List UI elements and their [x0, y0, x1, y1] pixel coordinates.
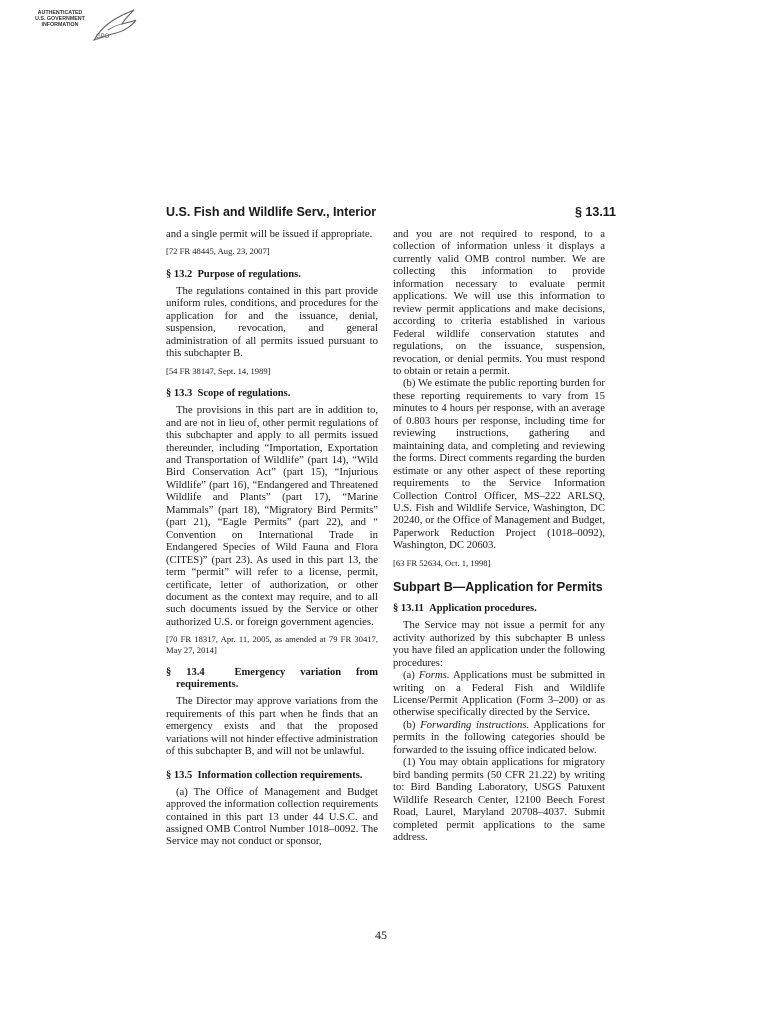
logo-line-2: U.S. GOVERNMENT [35, 16, 85, 22]
paragraph: The Service may not issue a permit for any activity authorized by this subchapter B unless you have filed an application under the following procedures: [393, 619, 605, 669]
gpo-mark: GPO [96, 34, 110, 40]
section-number: § 13.3 [166, 388, 193, 400]
citation: [63 FR 52634, Oct. 1, 1998] [393, 557, 491, 568]
section-number: § 13.4 [166, 667, 205, 679]
section-title: Scope of regulations. [197, 388, 291, 400]
section-heading [166, 269, 378, 281]
paragraph: and a single permit will be issued if appropriate. [166, 228, 373, 240]
section-number: § 13.2 [166, 268, 193, 280]
paragraph-a [393, 669, 605, 719]
running-header [166, 205, 616, 221]
section-title: Purpose of regulations. [197, 268, 301, 280]
section-heading [166, 667, 378, 691]
logo-line-3: INFORMATION [41, 22, 79, 28]
paragraph: and you are not required to respond, to a collection of information unless it displays a currently valid OMB control number. We are collecting this information to provide information necessary to evaluate permit applications. We will use this information to review permit applications and make decisions, according to criteria established in various Federal wildlife conservation statutes and regulations, on the issuance, suspension, revocation, or denial permits. You must respond to obtain or retain a permit. [393, 228, 605, 377]
section-title: Emergency variation from requirements. [176, 667, 378, 691]
paragraph: The provisions in this part are in addition to, and are not in lieu of, other permit regulations of this subchapter and apply to all permits issued thereunder, including “Importation, Exportation and Transportation of Wildlife” (part 14), “Wild Bird Conservation Act” (part 15), “Injurious Wildlife” (part 16), “Endangered and Threatened Wildlife and Plants” (part 17), “Marine Mammals” (part 18), “Migratory Bird Permits” (part 21), “Eagle Permits” (part 22), and “ Convention on International Trade in Endangered Species of Wild Fauna and Flora (CITES)” (part 23). As used in this part 13, the term “permit” will refer to a license, permit, certificate, letter of authorization, or other document as the context may require, and to all such documents issued by the Service or other authorized U.S. or foreign government agencies. [166, 404, 378, 628]
right-column [393, 228, 605, 843]
paragraph-label: (b) [403, 718, 416, 731]
citation: [70 FR 18317, Apr. 11, 2005, as amended at 79 FR 30417, May 27, 2014] [166, 634, 378, 655]
paragraph-label: (a) [403, 669, 415, 682]
paragraph: The regulations contained in this part provide uniform rules, conditions, and procedures for the application for and the issuance, denial, suspension, revocation, and general administration of all permits issued pursuant to this subchapter B. [166, 284, 378, 360]
paragraph-b [393, 719, 605, 756]
section-number: § 13.5 [166, 769, 193, 781]
paragraph: (b) We estimate the public reporting burden for these reporting requirements to vary from 15 minutes to 4 hours per response, with an average of 0.803 hours per response, including time for reviewing instructions, gathering and maintaining data, and completing and reviewing the forms. Direct comments regarding the burden estimate or any other aspect of these reporting requirements to the Service Information Collection Control Officer, MS–222 ARLSQ, U.S. Fish and Wildlife Service, Washington, DC 20240, or the Office of Management and Budget, Paperwork Reduction Project (1018–0092), Washington, DC 20603. [393, 377, 605, 552]
paragraph-text: Applications for permits in the following categories should be forwarded to the issuing office indicated below. [393, 718, 605, 756]
gpo-authenticated-logo [30, 6, 150, 46]
logo-line-1: AUTHENTICATED [37, 10, 83, 16]
left-column [166, 228, 378, 848]
page-number: 45 [375, 928, 387, 942]
paragraph-title: Forms. [418, 669, 450, 682]
paragraph: (a) The Office of Management and Budget approved the information collection requirements contained in this part 13 under 44 U.S.C. and assigned OMB Control Number 1018–0092. The Service may not conduct or sponsor, [166, 785, 378, 848]
section-heading [393, 603, 605, 615]
paragraph-text: Applications must be submitted in writing on a Federal Fish and Wildlife License/Permit Application (Form 3–200) or as otherwise specifically directed by the Service. [393, 669, 605, 719]
eagle-icon [88, 6, 140, 46]
section-heading [166, 388, 378, 400]
section-title: Application procedures. [429, 603, 537, 615]
header-section: § 13.11 [574, 205, 616, 219]
section-title: Information collection requirements. [197, 769, 363, 781]
citation: [72 FR 48445, Aug. 23, 2007] [166, 246, 270, 257]
section-heading [166, 770, 378, 782]
subpart-heading: Subpart B—Application for Permits [393, 580, 603, 595]
header-agency: U.S. Fish and Wildlife Serv., Interior [166, 205, 377, 219]
section-number: § 13.11 [393, 603, 424, 615]
paragraph: The Director may approve variations from the requirements of this part when he finds that an emergency exists and that the proposed variations will not hinder effective administration of this subchapter B, and will not be unlawful. [166, 695, 379, 758]
paragraph-title: Forwarding instructions. [420, 718, 530, 731]
paragraph: (1) You may obtain applications for migratory bird banding permits (50 CFR 21.22) by writing to: Bird Banding Laboratory, USGS Patuxent Wildlife Research Center, 12100 Beech Forest Road, Laurel, Maryland 20708–4037. Submit completed permit applications to the same address. [393, 756, 605, 843]
citation: [54 FR 38147, Sept. 14, 1989] [166, 365, 271, 376]
logo-text [30, 10, 90, 28]
